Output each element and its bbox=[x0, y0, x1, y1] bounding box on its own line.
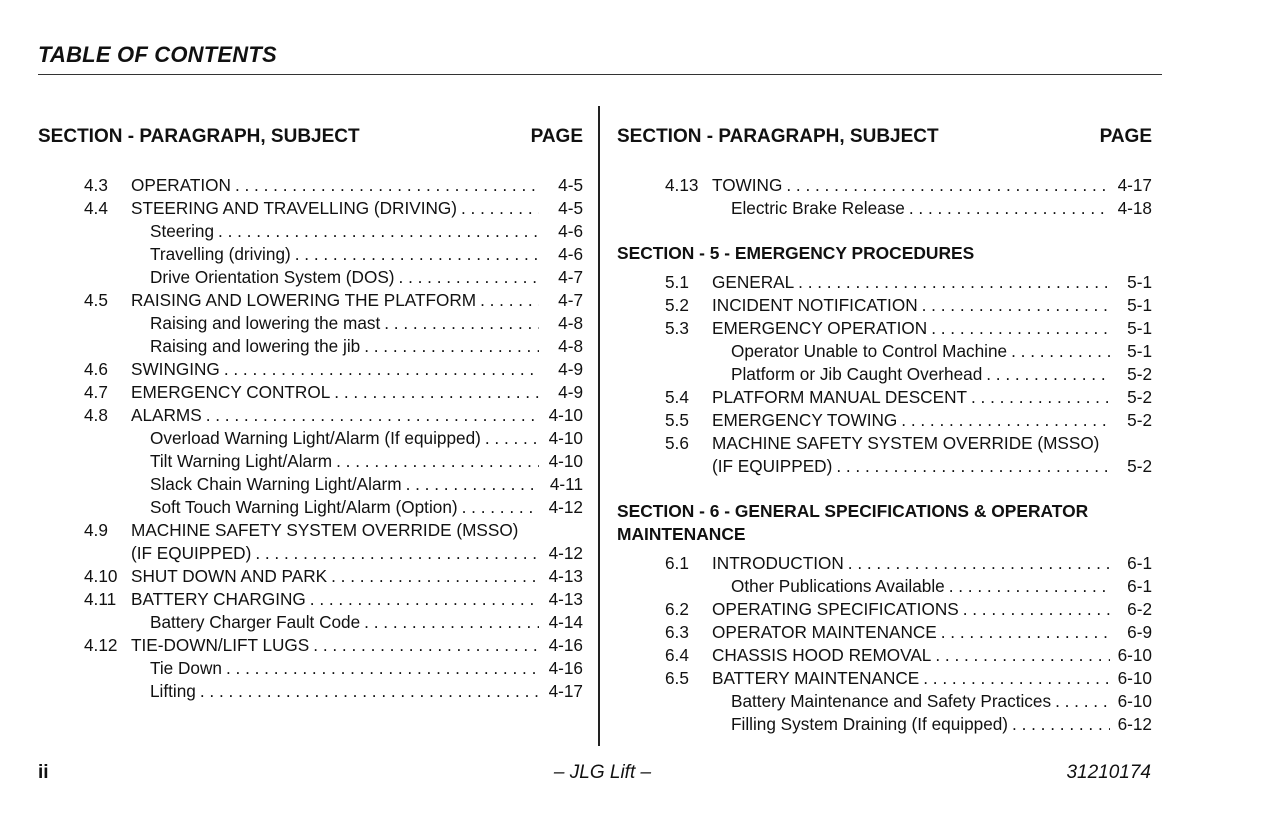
toc-entry-page: 4-5 bbox=[558, 198, 583, 218]
toc-entry-title: OPERATION bbox=[131, 175, 231, 195]
toc-entry-number: 4.6 bbox=[84, 359, 108, 379]
toc-entry-page: 5-1 bbox=[1127, 295, 1152, 315]
toc-entry-number: 4.8 bbox=[84, 405, 108, 425]
toc-dot-leader bbox=[786, 174, 1110, 197]
toc-entry-page: 6-1 bbox=[1127, 576, 1152, 596]
toc-entry-title: CHASSIS HOOD REMOVAL bbox=[712, 645, 932, 665]
toc-dot-leader bbox=[798, 271, 1110, 294]
toc-entry bbox=[617, 174, 1152, 197]
toc-dot-leader bbox=[334, 381, 539, 404]
toc-entry-page: 4-13 bbox=[548, 566, 583, 586]
toc-entry-title: Electric Brake Release bbox=[731, 198, 905, 218]
toc-entry-page: 5-2 bbox=[1127, 456, 1152, 476]
toc-entry-title: Raising and lowering the mast bbox=[150, 313, 381, 333]
toc-entry bbox=[38, 427, 583, 450]
toc-entry bbox=[617, 644, 1152, 667]
toc-entry bbox=[38, 680, 583, 703]
toc-entry-number: 4.5 bbox=[84, 290, 108, 310]
toc-entry-page: 5-1 bbox=[1127, 341, 1152, 361]
toc-entry bbox=[38, 450, 583, 473]
toc-dot-leader bbox=[923, 667, 1110, 690]
toc-entry-number: 4.11 bbox=[84, 589, 117, 609]
toc-dot-leader bbox=[218, 220, 539, 243]
toc-dot-leader bbox=[971, 386, 1110, 409]
toc-entry-title: EMERGENCY CONTROL bbox=[131, 382, 331, 402]
toc-entry-page: 5-1 bbox=[1127, 318, 1152, 338]
toc-entries-right bbox=[617, 174, 1152, 736]
toc-entry bbox=[617, 409, 1152, 432]
toc-entry-number: 4.13 bbox=[665, 175, 699, 195]
toc-entry-page: 4-5 bbox=[558, 175, 583, 195]
toc-entry bbox=[38, 197, 583, 220]
toc-dot-leader bbox=[480, 289, 539, 312]
toc-entry-title: Operator Unable to Control Machine bbox=[731, 341, 1008, 361]
toc-dot-leader bbox=[941, 621, 1110, 644]
section-heading bbox=[617, 500, 1152, 546]
toc-entry-page: 5-2 bbox=[1127, 364, 1152, 384]
toc-entry-title: BATTERY MAINTENANCE bbox=[712, 668, 920, 688]
toc-entry-page: 4-17 bbox=[548, 681, 583, 701]
toc-entry-number: 5.6 bbox=[665, 433, 689, 453]
toc-dot-leader bbox=[836, 455, 1110, 478]
toc-entry-page: 4-11 bbox=[549, 474, 583, 494]
toc-entry-page: 6-10 bbox=[1117, 691, 1152, 711]
toc-entry-title: GENERAL bbox=[712, 272, 795, 292]
toc-entry-title: (IF EQUIPPED) bbox=[712, 456, 833, 476]
toc-entry-page: 4-6 bbox=[558, 221, 583, 241]
toc-entry bbox=[38, 312, 583, 335]
toc-dot-leader bbox=[406, 473, 539, 496]
toc-entry-number: 5.5 bbox=[665, 410, 689, 430]
toc-entry-number: 6.2 bbox=[665, 599, 689, 619]
toc-entry-page: 4-14 bbox=[548, 612, 583, 632]
toc-entry-title: PLATFORM MANUAL DESCENT bbox=[712, 387, 967, 407]
toc-dot-leader bbox=[901, 409, 1110, 432]
toc-entry-title: RAISING AND LOWERING THE PLATFORM bbox=[131, 290, 477, 310]
toc-entry-title: Platform or Jib Caught Overhead bbox=[731, 364, 983, 384]
toc-entry bbox=[617, 271, 1152, 294]
toc-entry-number: 6.3 bbox=[665, 622, 689, 642]
column-header bbox=[617, 124, 1152, 154]
toc-entry bbox=[617, 621, 1152, 644]
toc-dot-leader bbox=[986, 363, 1110, 386]
page-title: TABLE OF CONTENTS bbox=[38, 42, 277, 67]
toc-dot-leader bbox=[313, 634, 539, 657]
toc-entry-page: 6-1 bbox=[1127, 553, 1152, 573]
toc-entry-page: 4-7 bbox=[558, 267, 583, 287]
toc-entries-left bbox=[38, 174, 583, 703]
toc-entry-page: 4-10 bbox=[548, 405, 583, 425]
toc-dot-leader bbox=[399, 266, 539, 289]
toc-entry-number: 6.4 bbox=[665, 645, 689, 665]
toc-entry-title: (IF EQUIPPED) bbox=[131, 543, 252, 563]
toc-entry-page: 5-2 bbox=[1127, 410, 1152, 430]
toc-entry-title: SHUT DOWN AND PARK bbox=[131, 566, 328, 586]
toc-entry-title: Raising and lowering the jib bbox=[150, 336, 361, 356]
toc-dot-leader bbox=[384, 312, 539, 335]
toc-entry-page: 6-9 bbox=[1127, 622, 1152, 642]
toc-entry-title: OPERATING SPECIFICATIONS bbox=[712, 599, 959, 619]
toc-entry bbox=[617, 713, 1152, 736]
toc-entry bbox=[617, 294, 1152, 317]
toc-entry-page: 6-2 bbox=[1127, 599, 1152, 619]
toc-entry bbox=[38, 519, 583, 542]
toc-entry bbox=[38, 634, 583, 657]
toc-entry bbox=[38, 404, 583, 427]
toc-entry bbox=[617, 363, 1152, 386]
column-header-page: PAGE bbox=[1099, 126, 1152, 147]
toc-entry-title: EMERGENCY TOWING bbox=[712, 410, 898, 430]
toc-entry-page: 6-10 bbox=[1117, 645, 1152, 665]
toc-entry-page: 4-9 bbox=[558, 359, 583, 379]
toc-dot-leader bbox=[364, 335, 539, 358]
toc-entry bbox=[617, 690, 1152, 713]
toc-entry-number: 4.3 bbox=[84, 175, 108, 195]
toc-entry bbox=[38, 657, 583, 680]
toc-entry-page: 4-10 bbox=[548, 451, 583, 471]
toc-dot-leader bbox=[336, 450, 539, 473]
footer-title: – JLG Lift – bbox=[553, 762, 652, 783]
toc-entry-number: 5.3 bbox=[665, 318, 689, 338]
toc-entry-title: SWINGING bbox=[131, 359, 220, 379]
toc-entry bbox=[38, 289, 583, 312]
toc-dot-leader bbox=[226, 657, 539, 680]
toc-entry-number: 4.9 bbox=[84, 520, 108, 540]
column-header bbox=[38, 124, 583, 154]
toc-entry bbox=[38, 565, 583, 588]
toc-entry-title: ALARMS bbox=[131, 405, 202, 425]
toc-dot-leader bbox=[922, 294, 1110, 317]
toc-entry-title: BATTERY CHARGING bbox=[131, 589, 306, 609]
toc-dot-leader bbox=[931, 317, 1110, 340]
column-header-subject: SECTION - PARAGRAPH, SUBJECT bbox=[617, 126, 939, 147]
toc-entry-title: TOWING bbox=[712, 175, 783, 195]
toc-entry-page: 4-16 bbox=[548, 635, 583, 655]
toc-entry bbox=[38, 243, 583, 266]
toc-entry-title: INCIDENT NOTIFICATION bbox=[712, 295, 918, 315]
toc-dot-leader bbox=[295, 243, 539, 266]
toc-entry-page: 4-7 bbox=[558, 290, 583, 310]
toc-entry-number: 6.1 bbox=[665, 553, 689, 573]
toc-entry bbox=[38, 542, 583, 565]
toc-dot-leader bbox=[1012, 713, 1110, 736]
toc-entry-number: 5.2 bbox=[665, 295, 689, 315]
toc-dot-leader bbox=[909, 197, 1110, 220]
toc-entry bbox=[617, 386, 1152, 409]
toc-entry-page: 5-2 bbox=[1127, 387, 1152, 407]
toc-dot-leader bbox=[235, 174, 539, 197]
toc-entry-page: 4-17 bbox=[1117, 175, 1152, 195]
toc-entry bbox=[617, 455, 1152, 478]
column-header-page: PAGE bbox=[530, 126, 583, 147]
toc-entry bbox=[617, 432, 1152, 455]
section-heading bbox=[617, 242, 1152, 265]
toc-entry bbox=[617, 340, 1152, 363]
toc-entry bbox=[617, 552, 1152, 575]
toc-entry-title: Drive Orientation System (DOS) bbox=[150, 267, 395, 287]
toc-entry bbox=[38, 588, 583, 611]
toc-entry-title: MACHINE SAFETY SYSTEM OVERRIDE (MSSO) bbox=[712, 433, 1100, 453]
toc-entry-page: 4-8 bbox=[558, 336, 583, 356]
toc-dot-leader bbox=[1011, 340, 1110, 363]
toc-entry bbox=[38, 473, 583, 496]
toc-entry-page: 5-1 bbox=[1127, 272, 1152, 292]
section-heading-line: SECTION - 5 - EMERGENCY PROCEDURES bbox=[617, 243, 975, 263]
toc-entry bbox=[38, 358, 583, 381]
toc-dot-leader bbox=[1055, 690, 1110, 713]
toc-dot-leader bbox=[949, 575, 1110, 598]
toc-entry-title: TIE-DOWN/LIFT LUGS bbox=[131, 635, 310, 655]
toc-entry-page: 4-13 bbox=[548, 589, 583, 609]
toc-dot-leader bbox=[206, 404, 539, 427]
toc-entry-page: 4-12 bbox=[548, 497, 583, 517]
toc-entry-number: 4.12 bbox=[84, 635, 118, 655]
toc-dot-leader bbox=[331, 565, 539, 588]
toc-dot-leader bbox=[200, 680, 539, 703]
footer-page-number: ii bbox=[38, 762, 49, 783]
toc-entry bbox=[38, 335, 583, 358]
toc-entry-number: 4.4 bbox=[84, 198, 108, 218]
toc-dot-leader bbox=[310, 588, 539, 611]
toc-entry-title: Tie Down bbox=[150, 658, 222, 678]
toc-entry bbox=[38, 496, 583, 519]
toc-entry-title: INTRODUCTION bbox=[712, 553, 844, 573]
toc-entry-page: 4-6 bbox=[558, 244, 583, 264]
toc-entry-title: MACHINE SAFETY SYSTEM OVERRIDE (MSSO) bbox=[131, 520, 519, 540]
toc-entry-number: 5.1 bbox=[665, 272, 689, 292]
toc-entry bbox=[617, 317, 1152, 340]
toc-entry-title: Slack Chain Warning Light/Alarm bbox=[150, 474, 402, 494]
toc-entry-page: 4-16 bbox=[548, 658, 583, 678]
toc-entry bbox=[38, 220, 583, 243]
column-header-subject: SECTION - PARAGRAPH, SUBJECT bbox=[38, 126, 360, 147]
toc-entry-page: 4-12 bbox=[548, 543, 583, 563]
toc-entry-number: 4.7 bbox=[84, 382, 108, 402]
section-heading-line: SECTION - 6 - GENERAL SPECIFICATIONS & OPERATOR bbox=[617, 501, 1089, 521]
toc-entry-title: Soft Touch Warning Light/Alarm (Option) bbox=[150, 497, 458, 517]
toc-dot-leader bbox=[364, 611, 539, 634]
toc-entry-page: 4-18 bbox=[1117, 198, 1152, 218]
toc-entry-number: 4.10 bbox=[84, 566, 118, 586]
toc-entry-page: 4-8 bbox=[558, 313, 583, 333]
toc-entry-title: Tilt Warning Light/Alarm bbox=[150, 451, 333, 471]
footer-doc-number: 31210174 bbox=[1066, 762, 1151, 783]
toc-column-left bbox=[38, 124, 583, 701]
toc-entry-title: Travelling (driving) bbox=[150, 244, 291, 264]
toc-dot-leader bbox=[848, 552, 1110, 575]
toc-entry bbox=[617, 667, 1152, 690]
toc-dot-leader bbox=[935, 644, 1110, 667]
toc-entry bbox=[38, 174, 583, 197]
toc-entry-title: Lifting bbox=[150, 681, 196, 701]
toc-dot-leader bbox=[462, 496, 539, 519]
toc-entry bbox=[617, 575, 1152, 598]
toc-entry bbox=[38, 266, 583, 289]
toc-entry-title: Overload Warning Light/Alarm (If equipped) bbox=[150, 428, 481, 448]
toc-entry-title: OPERATOR MAINTENANCE bbox=[712, 622, 937, 642]
toc-entry-page: 4-10 bbox=[548, 428, 583, 448]
column-divider bbox=[598, 106, 600, 746]
toc-entry-title: EMERGENCY OPERATION bbox=[712, 318, 928, 338]
toc-entry-title: Other Publications Available bbox=[731, 576, 945, 596]
toc-entry-title: Filling System Draining (If equipped) bbox=[731, 714, 1009, 734]
toc-entry bbox=[617, 598, 1152, 621]
header-rule bbox=[38, 74, 1162, 75]
toc-dot-leader bbox=[224, 358, 539, 381]
toc-dot-leader bbox=[461, 197, 539, 220]
toc-entry-number: 5.4 bbox=[665, 387, 689, 407]
toc-entry-title: Battery Maintenance and Safety Practices bbox=[731, 691, 1052, 711]
toc-entry-page: 4-9 bbox=[558, 382, 583, 402]
toc-dot-leader bbox=[963, 598, 1110, 621]
toc-entry-title: Steering bbox=[150, 221, 215, 241]
toc-dot-leader bbox=[255, 542, 539, 565]
toc-entry bbox=[617, 197, 1152, 220]
toc-entry bbox=[38, 611, 583, 634]
toc-entry bbox=[38, 381, 583, 404]
toc-entry-page: 6-12 bbox=[1117, 714, 1152, 734]
toc-entry-number: 6.5 bbox=[665, 668, 689, 688]
toc-entry-page: 6-10 bbox=[1117, 668, 1152, 688]
toc-column-right bbox=[617, 124, 1152, 734]
section-heading-line: MAINTENANCE bbox=[617, 524, 746, 544]
toc-dot-leader bbox=[485, 427, 539, 450]
toc-entry-title: STEERING AND TRAVELLING (DRIVING) bbox=[131, 198, 457, 218]
toc-entry-title: Battery Charger Fault Code bbox=[150, 612, 361, 632]
